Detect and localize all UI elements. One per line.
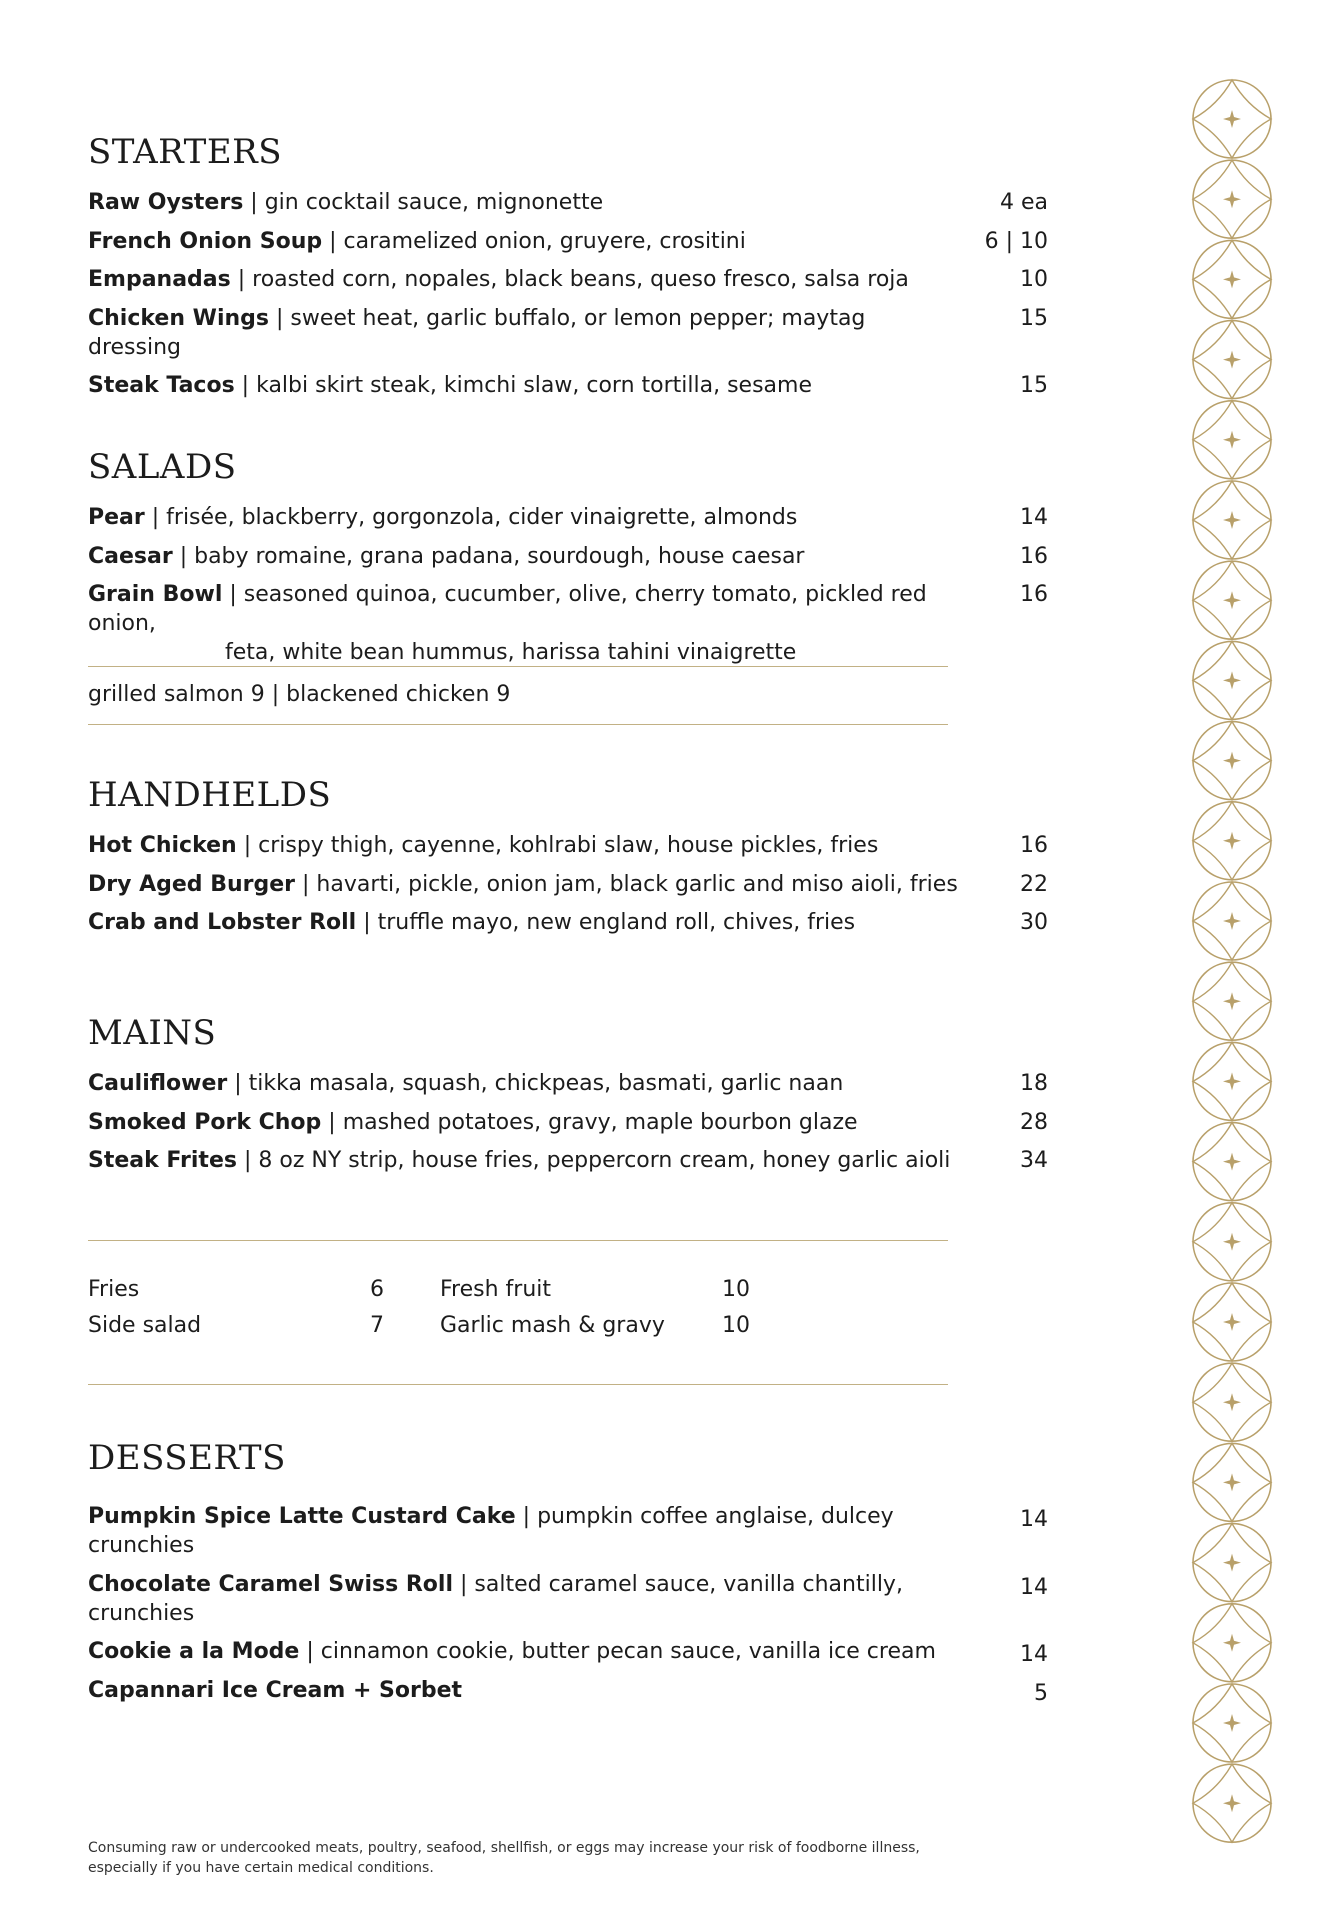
item-desc: | mashed potatoes, gravy, maple bourbon glaze <box>321 1109 858 1135</box>
circle-star-ornament-icon <box>1193 641 1271 719</box>
section-title: HANDHELDS <box>88 775 332 815</box>
circle-star-ornament-icon <box>1193 401 1271 479</box>
menu-item <box>88 188 1048 217</box>
item-name: Cookie a la Mode <box>88 1639 300 1664</box>
salads-list <box>88 503 1048 667</box>
circle-star-ornament-icon <box>1193 321 1271 399</box>
item-desc: | roasted corn, nopales, black beans, queso fresco, salsa roja <box>230 267 909 292</box>
circle-star-ornament-icon <box>1193 1524 1271 1602</box>
menu-item <box>88 265 1048 294</box>
circle-star-ornament-icon <box>1193 1283 1271 1361</box>
divider <box>88 1240 948 1241</box>
item-price: 6 | 10 <box>984 228 1048 254</box>
item-price: 30 <box>1020 910 1048 935</box>
side-price: 6 <box>370 1277 384 1302</box>
desserts-list <box>88 1502 1048 1705</box>
item-price: 28 <box>1020 1109 1048 1135</box>
menu-item <box>88 542 1048 571</box>
item-price: 4 ea <box>999 190 1048 215</box>
section-title: SALADS <box>88 447 237 487</box>
circle-star-ornament-icon <box>1193 1042 1271 1120</box>
section-desserts <box>88 1438 1048 1714</box>
item-desc: | seasoned quinoa, cucumber, olive, cherry tomato, pickled red onion, <box>88 582 927 636</box>
menu-item <box>88 503 1048 532</box>
item-price: 16 <box>1020 582 1048 607</box>
side-price: 10 <box>722 1313 750 1338</box>
circle-star-ornament-icon <box>1193 1363 1271 1441</box>
item-desc-continued: feta, white bean hummus, harissa tahini vinaigrette <box>225 640 797 665</box>
section-handhelds <box>88 775 1048 947</box>
side-item <box>88 1272 139 1308</box>
item-price: 14 <box>1020 1507 1048 1532</box>
divider <box>88 1384 948 1385</box>
disclaimer-line: especially if you have certain medical conditions. <box>88 1860 434 1876</box>
item-name: Steak Frites <box>88 1148 237 1173</box>
mains-list <box>88 1069 1048 1175</box>
item-price: 5 <box>1034 1680 1048 1706</box>
item-name: Chicken Wings <box>88 305 269 331</box>
menu-item <box>88 831 1048 860</box>
item-name: Crab and Lobster Roll <box>88 910 357 935</box>
item-price: 14 <box>1020 1642 1048 1667</box>
side-item <box>440 1308 665 1344</box>
side-name: Fresh fruit <box>440 1277 552 1302</box>
circle-star-ornament-icon <box>1193 160 1271 238</box>
salad-addons: grilled salmon 9 | blackened chicken 9 <box>88 682 511 707</box>
side-price: 7 <box>370 1313 384 1338</box>
item-desc: | sweet heat, garlic buffalo, or lemon pepper; maytag dressing <box>88 305 866 360</box>
item-name: Pear <box>88 505 145 530</box>
item-desc: | cinnamon cookie, butter pecan sauce, vanilla ice cream <box>299 1639 936 1664</box>
circle-star-ornament-icon <box>1193 80 1271 158</box>
item-price: 14 <box>1020 505 1048 530</box>
menu-item <box>88 227 1048 256</box>
menu-item <box>88 1146 1048 1175</box>
item-desc: | 8 oz NY strip, house fries, peppercorn cream, honey garlic aioli <box>236 1148 951 1173</box>
menu-item <box>88 580 1048 667</box>
item-name: Grain Bowl <box>88 582 223 607</box>
item-price: 14 <box>1020 1574 1048 1600</box>
menu-page <box>88 0 1048 1920</box>
item-desc: | havarti, pickle, onion jam, black garlic and miso aioli, fries <box>295 871 958 897</box>
menu-item <box>88 1502 1048 1560</box>
menu-item <box>88 1676 1048 1705</box>
item-name: Steak Tacos <box>88 373 235 398</box>
section-starters <box>88 132 1048 410</box>
handhelds-list <box>88 831 1048 937</box>
item-name: Raw Oysters <box>88 190 244 215</box>
side-name: Garlic mash & gravy <box>440 1313 665 1338</box>
circle-star-ornament-icon <box>1193 722 1271 800</box>
circle-star-ornament-icon <box>1193 1684 1271 1762</box>
ornament-border <box>1190 78 1274 1848</box>
item-desc: | kalbi skirt steak, kimchi slaw, corn tortilla, sesame <box>234 373 812 398</box>
divider <box>88 724 948 725</box>
item-price: 22 <box>1020 871 1048 897</box>
menu-item <box>88 1108 1048 1137</box>
item-price: 16 <box>1020 543 1048 569</box>
divider <box>88 666 948 667</box>
menu-item <box>88 1570 1048 1628</box>
item-name: French Onion Soup <box>88 228 323 254</box>
circle-star-ornament-icon <box>1193 481 1271 559</box>
item-desc: | salted caramel sauce, vanilla chantilly, crunchies <box>88 1571 903 1626</box>
menu-item <box>88 1069 1048 1098</box>
item-name: Capannari Ice Cream + Sorbet <box>88 1677 463 1703</box>
circle-star-ornament-icon <box>1193 882 1271 960</box>
menu-item <box>88 371 1048 400</box>
item-name: Smoked Pork Chop <box>88 1109 322 1135</box>
menu-item <box>88 870 1048 899</box>
circle-star-ornament-icon <box>1193 802 1271 880</box>
disclaimer-line: Consuming raw or undercooked meats, poultry, seafood, shellfish, or eggs may increase your risk of foodborne illness, <box>88 1840 920 1856</box>
menu-item <box>88 304 1048 362</box>
section-mains <box>88 1013 1048 1185</box>
item-name: Cauliflower <box>88 1071 228 1096</box>
item-price: 15 <box>1020 373 1048 398</box>
section-salads <box>88 447 1048 677</box>
food-safety-disclaimer <box>88 1838 988 1878</box>
item-price: 34 <box>1020 1148 1048 1173</box>
item-desc: | pumpkin coffee anglaise, dulcey crunchies <box>88 1504 894 1558</box>
item-price: 16 <box>1020 833 1048 858</box>
menu-item <box>88 1637 1048 1666</box>
circle-star-ornament-icon <box>1193 1203 1271 1281</box>
side-item <box>440 1272 551 1308</box>
section-title: MAINS <box>88 1013 217 1053</box>
starters-list <box>88 188 1048 400</box>
side-name: Fries <box>88 1277 140 1302</box>
item-price: 18 <box>1020 1071 1048 1096</box>
item-name: Hot Chicken <box>88 833 237 858</box>
menu-item <box>88 908 1048 937</box>
side-price: 10 <box>722 1277 750 1302</box>
circle-star-ornament-icon <box>1193 240 1271 318</box>
section-title: STARTERS <box>88 132 283 172</box>
item-name: Empanadas <box>88 267 231 292</box>
circle-star-ornament-icon <box>1193 1764 1271 1842</box>
item-name: Pumpkin Spice Latte Custard Cake <box>88 1504 516 1529</box>
item-price: 10 <box>1020 267 1048 292</box>
side-item <box>88 1308 201 1344</box>
circle-star-ornament-icon <box>1193 1123 1271 1201</box>
item-desc: | truffle mayo, new england roll, chives, fries <box>356 910 856 935</box>
circle-star-ornament-icon <box>1193 962 1271 1040</box>
circle-star-ornament-icon <box>1193 561 1271 639</box>
circle-star-ornament-icon <box>1193 1604 1271 1682</box>
circle-star-ornament-icon <box>1193 1443 1271 1521</box>
item-desc: | frisée, blackberry, gorgonzola, cider vinaigrette, almonds <box>144 505 798 530</box>
item-price: 15 <box>1020 305 1048 331</box>
section-title: DESSERTS <box>88 1438 286 1478</box>
item-desc: | tikka masala, squash, chickpeas, basmati, garlic naan <box>227 1071 844 1096</box>
item-name: Dry Aged Burger <box>88 871 296 897</box>
item-desc: | baby romaine, grana padana, sourdough, house caesar <box>172 543 805 569</box>
side-name: Side salad <box>88 1313 202 1338</box>
item-desc: | caramelized onion, gruyere, crositini <box>322 228 746 254</box>
item-desc: | gin cocktail sauce, mignonette <box>243 190 604 215</box>
item-desc: | crispy thigh, cayenne, kohlrabi slaw, house pickles, fries <box>236 833 879 858</box>
item-name: Caesar <box>88 543 173 569</box>
item-name: Chocolate Caramel Swiss Roll <box>88 1571 453 1597</box>
